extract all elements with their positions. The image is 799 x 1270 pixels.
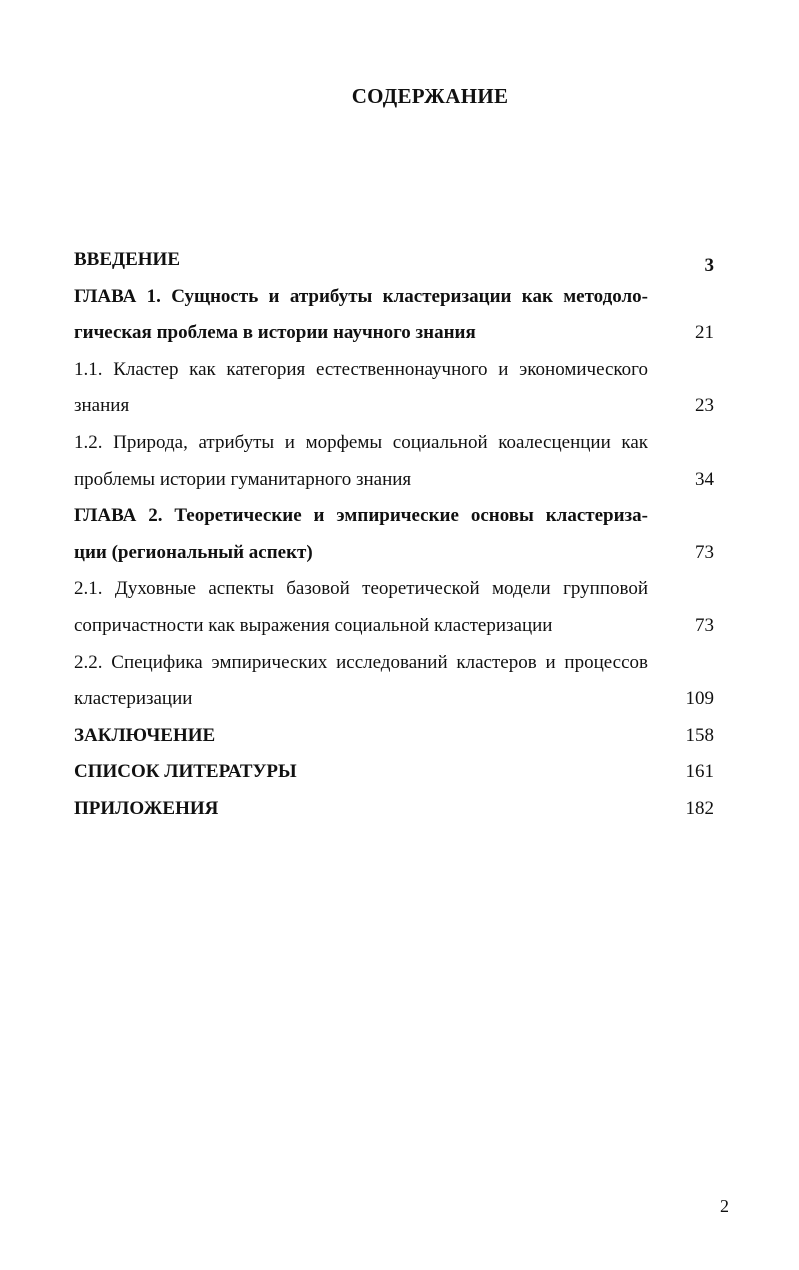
toc-entry-chapter1-line1 — [74, 279, 714, 316]
toc-entry-section2-1-line1 — [74, 571, 714, 608]
toc-entry-appendices — [74, 791, 714, 828]
toc-entry-text: ВВЕДЕНИЕ — [74, 249, 180, 270]
toc-entry-chapter1-line2 — [74, 315, 714, 352]
toc-entry-page: 158 — [685, 724, 714, 746]
toc-entry-text: 2.1. Духовные аспекты базовой теоретической модели групповой — [74, 578, 648, 600]
toc-entry-page: 73 — [695, 541, 714, 563]
toc-entry-text: гическая проблема в истории научного знания — [74, 322, 476, 344]
toc-entry-text: ПРИЛОЖЕНИЯ — [74, 797, 219, 819]
toc-entry-text: сопричастности как выражения социальной кластеризации — [74, 614, 553, 636]
toc-entry-page: 3 — [704, 255, 714, 276]
toc-entry-section2-2-line2 — [74, 681, 714, 718]
toc-entry-page: 34 — [695, 468, 714, 490]
toc-entry-page: 182 — [685, 797, 714, 819]
toc-entry-text: ГЛАВА 1. Сущность и атрибуты кластеризации как методоло- — [74, 285, 648, 307]
toc-entry-text: проблемы истории гуманитарного знания — [74, 468, 412, 490]
toc-entry-text: ции (региональный аспект) — [74, 541, 313, 563]
toc-entry-page: 109 — [685, 688, 714, 710]
toc-entry-section1-2-line1 — [74, 425, 714, 462]
toc-entry-text: ЗАКЛЮЧЕНИЕ — [74, 724, 216, 746]
toc-entry-page: 23 — [695, 395, 714, 417]
toc-entry-text: знания — [74, 395, 130, 417]
toc-entry-text: 1.2. Природа, атрибуты и морфемы социальной коалесценции как — [74, 431, 648, 453]
toc-entry-references — [74, 754, 714, 791]
toc-entry-text: ГЛАВА 2. Теоретические и эмпирические основы кластериза- — [74, 505, 648, 527]
toc-entry-introduction — [74, 242, 714, 279]
page-number: 2 — [720, 1196, 729, 1216]
toc-entry-section2-1-line2 — [74, 608, 714, 645]
toc-entry-text: СПИСОК ЛИТЕРАТУРЫ — [74, 761, 297, 783]
toc-entry-section1-1-line2 — [74, 388, 714, 425]
toc-entry-section2-2-line1 — [74, 645, 714, 682]
toc-entry-page: 161 — [685, 761, 714, 783]
toc-entry-chapter2-line2 — [74, 535, 714, 572]
page-title: СОДЕРЖАНИЕ — [351, 84, 509, 108]
toc-entry-page: 21 — [695, 322, 714, 344]
toc-entry-text: кластеризации — [74, 688, 193, 710]
toc-entry-text: 2.2. Специфика эмпирических исследований кластеров и процессов — [74, 651, 648, 673]
toc-entry-page: 73 — [695, 614, 714, 636]
toc-entry-section1-2-line2 — [74, 462, 714, 499]
toc-entry-conclusion — [74, 718, 714, 755]
toc-entry-chapter2-line1 — [74, 498, 714, 535]
table-of-contents — [74, 242, 714, 828]
toc-entry-section1-1-line1 — [74, 352, 714, 389]
toc-entry-text: 1.1. Кластер как категория естественнонаучного и экономического — [74, 358, 648, 380]
